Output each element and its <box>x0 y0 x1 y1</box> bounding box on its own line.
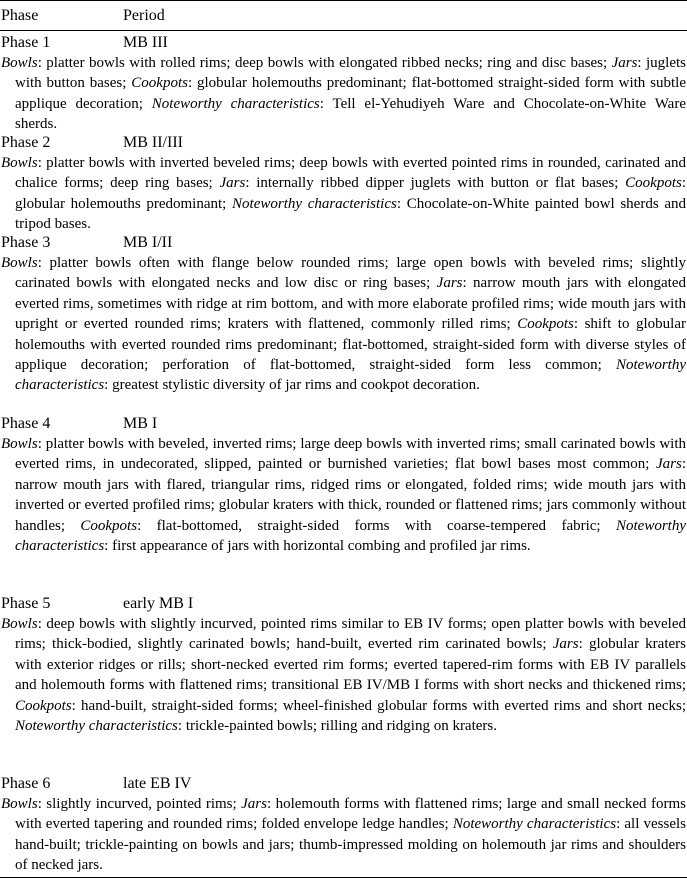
desc-segment: Noteworthy characteristics <box>15 718 178 735</box>
desc-segment: Bowls <box>1 436 38 452</box>
phase-description <box>1 614 686 736</box>
desc-segment: : shift to globular holemouths with everted rounded rims predominant; flat-bottomed, straight-sided form with diverse styles of applique decoration; perforation of flat-bottomed, straight-sided form less common; <box>15 316 686 374</box>
top-rule <box>0 0 687 1</box>
phase-description <box>1 434 686 556</box>
desc-segment: : globular holemouths predominant; flat-bottomed straight-sided form with subtle applique decoration; <box>15 75 686 112</box>
phase-row <box>1 414 687 434</box>
desc-segment: : Chocolate-on-White painted bowl sherds and tripod bases. <box>15 195 686 233</box>
desc-segment: Noteworthy characteristics <box>232 195 397 212</box>
desc-segment: Jars <box>552 636 579 653</box>
header-phase: Phase <box>1 7 39 24</box>
phase-name: Phase 2 <box>1 134 51 151</box>
desc-segment: : globular kraters with exterior ridges or rills; short-necked everted rim forms; everted tapered-rim forms with EB IV parallels and holemouth forms with flattened rims; transitional EB IV/MB I forms with short necks and thickened rims; <box>15 636 686 694</box>
phase-row <box>1 233 687 253</box>
desc-segment: : platter bowls with inverted beveled rims; deep bowls with everted pointed rims in rounded, carinated and chalice forms; deep ring bases; <box>15 155 686 192</box>
desc-segment: Noteworthy characteristics <box>15 357 686 394</box>
phase-name: Phase 3 <box>1 234 51 251</box>
desc-segment: Cookpots <box>80 517 138 534</box>
desc-segment: Bowls <box>1 796 38 812</box>
phase-name: Phase 5 <box>1 595 51 612</box>
desc-segment: : deep bowls with slightly incurved, pointed rims similar to EB IV forms; open platter bowls with beveled rims; thick-bodied, slightly carinated bowls; hand-built, everted rim carinated bowls; <box>15 616 686 653</box>
header-period: Period <box>123 7 165 24</box>
desc-segment: Cookpots <box>131 75 188 92</box>
desc-segment: : all vessels hand-built; trickle-painting on bowls and jars; thumb-impressed molding on holemouth jar rims and shoulders of necked jars. <box>15 816 687 874</box>
phase-period: late EB IV <box>123 775 192 792</box>
desc-segment: Bowls <box>1 155 38 171</box>
desc-segment: Jars <box>436 275 463 292</box>
desc-segment: : juglets with button bases; <box>15 55 687 92</box>
desc-segment: Bowls <box>1 255 38 271</box>
desc-segment: : hand-built, straight-sided forms; wheel-finished globular forms with everted rims and short necks; <box>71 697 686 714</box>
phase-name: Phase 1 <box>1 34 51 51</box>
phase-description <box>1 794 686 876</box>
phase-description <box>1 153 686 235</box>
desc-segment: Jars <box>655 456 682 473</box>
desc-segment: : internally ribbed dipper juglets with button or flat bases; <box>245 175 626 192</box>
desc-segment: : greatest stylistic diversity of jar rims and cookpot decoration. <box>104 377 480 394</box>
desc-segment: Jars <box>219 175 246 192</box>
desc-segment: Jars <box>611 55 638 71</box>
phase-period: MB I <box>123 415 158 432</box>
desc-segment: Cookpots <box>15 697 72 714</box>
desc-segment: Cookpots <box>517 316 574 333</box>
desc-segment: Noteworthy characteristics <box>151 95 320 112</box>
bottom-rule <box>0 877 687 878</box>
phase-period: MB I/II <box>123 234 173 251</box>
phase-name: Phase 6 <box>1 775 51 792</box>
header-rule <box>0 30 687 31</box>
desc-segment: Bowls <box>1 616 38 632</box>
desc-segment: Noteworthy characteristics <box>452 816 617 833</box>
phase-description <box>1 53 686 135</box>
desc-segment: : trickle-painted bowls; rilling and ridging on kraters. <box>177 718 498 735</box>
desc-segment: : slightly incurved, pointed rims; <box>37 796 242 812</box>
desc-segment: : platter bowls often with flange below rounded rims; large open bowls with beveled rims; slightly carinated bowls with elongated necks and low disc or ring bases; <box>15 255 686 292</box>
table-header <box>1 7 687 27</box>
desc-segment: : narrow mouth jars with flared, triangular rims, ridged rims or elongated, folded rims; wide mouth jars with inverted or everted profiled rims; globular kraters with thick, rounded or flattened rims; jars commonly without handles; <box>15 456 686 534</box>
desc-segment: : platter bowls with beveled, inverted rims; large deep bowls with inverted rims; small carinated bowls with everted rims, in undecorated, slipped, painted or burnished varieties; flat bowl bases most common; <box>15 436 686 473</box>
phase-name: Phase 4 <box>1 415 51 432</box>
phase-period: MB II/III <box>123 134 183 151</box>
desc-segment: : Tell el-Yehudiyeh Ware and Chocolate-on-White Ware sherds. <box>15 95 686 133</box>
phase-period: MB III <box>123 34 168 51</box>
desc-segment: : narrow mouth jars with elongated everted rims, sometimes with ridge at rim bottom, and with more elaborate profiled rims; wide mouth jars with upright or everted rounded rims; kraters with flattened, commonly rilled rims; <box>15 275 686 333</box>
desc-segment: : globular holemouths predominant; <box>15 175 686 212</box>
desc-segment: : holemouth forms with flattened rims; large and small necked forms with everted tapering and rounded rims; folded envelope ledge handles; <box>15 796 686 833</box>
desc-segment: Jars <box>241 796 267 812</box>
phase-row <box>1 33 687 53</box>
phase-row <box>1 594 687 614</box>
desc-segment: Noteworthy characteristics <box>15 517 686 555</box>
phase-row <box>1 774 687 794</box>
desc-segment: : first appearance of jars with horizontal combing and profiled jar rims. <box>104 538 531 555</box>
phase-period: early MB I <box>123 595 194 612</box>
desc-segment: Bowls <box>1 55 38 71</box>
phase-row <box>1 133 687 153</box>
desc-segment: Cookpots <box>625 175 682 192</box>
desc-segment: : platter bowls with rolled rims; deep bowls with elongated ribbed necks; ring and disc bases; <box>37 55 612 71</box>
desc-segment: : flat-bottomed, straight-sided forms with coarse-tempered fabric; <box>137 517 616 534</box>
phase-description <box>1 253 686 396</box>
